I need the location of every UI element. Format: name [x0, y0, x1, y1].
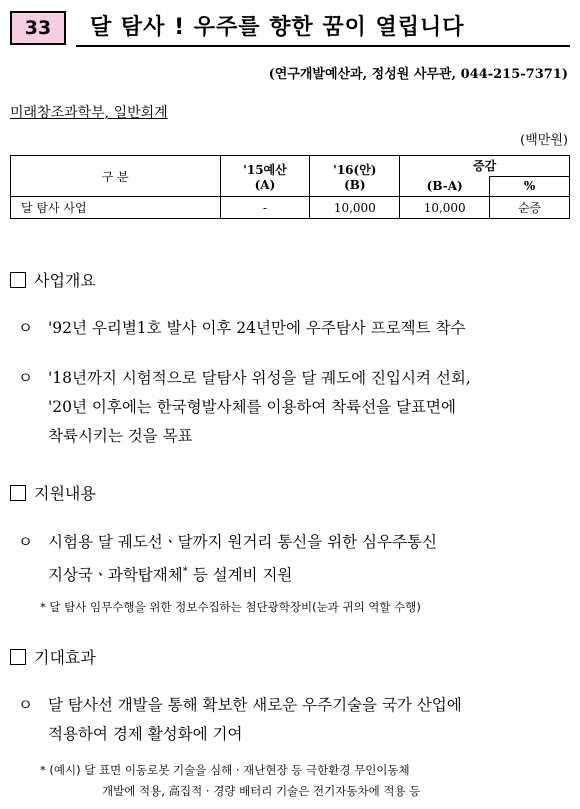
header-16-plan	[310, 156, 400, 197]
footnote: * 달 탐사 임무수행을 위한 정보수집하는 첨단광학장비(눈과 귀의 역할 수행)	[40, 600, 421, 614]
bullet-text-line: 착륙시키는 것을 목표	[48, 427, 193, 445]
bullet-circle-icon: ㅇ	[18, 319, 33, 337]
bullet-text-line: 적용하여 경제 활성화에 기여	[48, 725, 243, 743]
budget-table	[10, 155, 570, 219]
section-number: 33	[24, 17, 52, 39]
bullet-text: '92년 우리별1호 발사 이후 24년만에 우주탐사 프로젝트 착수	[48, 319, 466, 337]
row-diff: 10,000	[400, 197, 490, 219]
bullet-text-line	[48, 557, 570, 590]
header-category-text: 구 분	[101, 169, 129, 184]
section-effect	[10, 645, 96, 668]
section-support	[10, 481, 96, 504]
bullet-text-line: '20년 이후에는 한국형발사체를 이용하여 착륙선을 달표면에	[48, 398, 456, 416]
table-row	[11, 197, 570, 219]
header-15-line1: '15예산	[243, 162, 287, 177]
bullet-text-line: '18년까지 시험적으로 달탐사 위성을 달 궤도에 진입시켜 선회,	[48, 369, 471, 387]
header-pct	[490, 176, 570, 197]
page-title: 달 탐사 ! 우주를 향한 꿈이 열립니다	[90, 15, 465, 40]
row-pct: 순증	[490, 197, 570, 219]
header-category	[11, 156, 221, 197]
bullet-text	[48, 691, 570, 749]
bullet-text-line: 시험용 달 궤도선ㆍ달까지 원거리 통신을 위한 심우주통신	[48, 533, 437, 551]
title-underline	[76, 45, 570, 47]
header-diff	[400, 156, 570, 177]
section-support-title: 지원내용	[34, 484, 96, 503]
row-v16: 10,000	[310, 197, 400, 219]
header-15-budget	[220, 156, 310, 197]
footnote-line: 개발에 적용, 高집적 · 경량 배터리 기술은 전기자동차에 적용 등	[102, 784, 421, 798]
row-name: 달 탐사 사업	[11, 197, 221, 219]
section-overview	[10, 268, 96, 291]
footnote	[40, 760, 570, 802]
footnote-marker: *	[182, 566, 188, 577]
footnote-line: * (예시) 달 표면 이동로봇 기술을 심해 · 재난현장 등 극한환경 무인이동체	[40, 763, 410, 777]
section-overview-title: 사업개요	[34, 271, 96, 290]
header-15-line2: (A)	[254, 177, 276, 192]
row-v15: -	[220, 197, 310, 219]
contact-info: (연구개발예산과, 정성원 사무관, 044-215-7371)	[268, 67, 568, 82]
header-16-line1: '16(안)	[333, 162, 377, 177]
bullet-text-part: 지상국ㆍ과학탑재체	[48, 566, 183, 585]
bullet-text	[48, 528, 570, 590]
bullet-text-line: 달 탐사선 개발을 통해 확보한 새로운 우주기술을 국가 산업에	[48, 696, 462, 714]
bullet-circle-icon: ㅇ	[18, 696, 33, 714]
bullet-text-part: 등 설계비 지원	[187, 566, 293, 585]
checkbox-square-icon	[10, 485, 26, 501]
bullet-circle-icon: ㅇ	[18, 369, 33, 387]
ministry-label: 미래창조과학부, 일반회계	[10, 105, 168, 121]
unit-label: (백만원)	[520, 133, 568, 148]
bullet-circle-icon: ㅇ	[18, 533, 33, 551]
checkbox-square-icon	[10, 649, 26, 665]
header-16-line2: (B)	[344, 177, 366, 192]
section-number-badge	[10, 11, 66, 45]
header-diff-amount	[400, 176, 490, 197]
checkbox-square-icon	[10, 272, 26, 288]
header-pct-text: %	[523, 179, 536, 194]
header-diff-line1: 증감	[473, 159, 497, 174]
bullet-text	[48, 364, 570, 451]
section-effect-title: 기대효과	[34, 648, 96, 667]
header-diff-line2: (B-A)	[426, 179, 463, 193]
